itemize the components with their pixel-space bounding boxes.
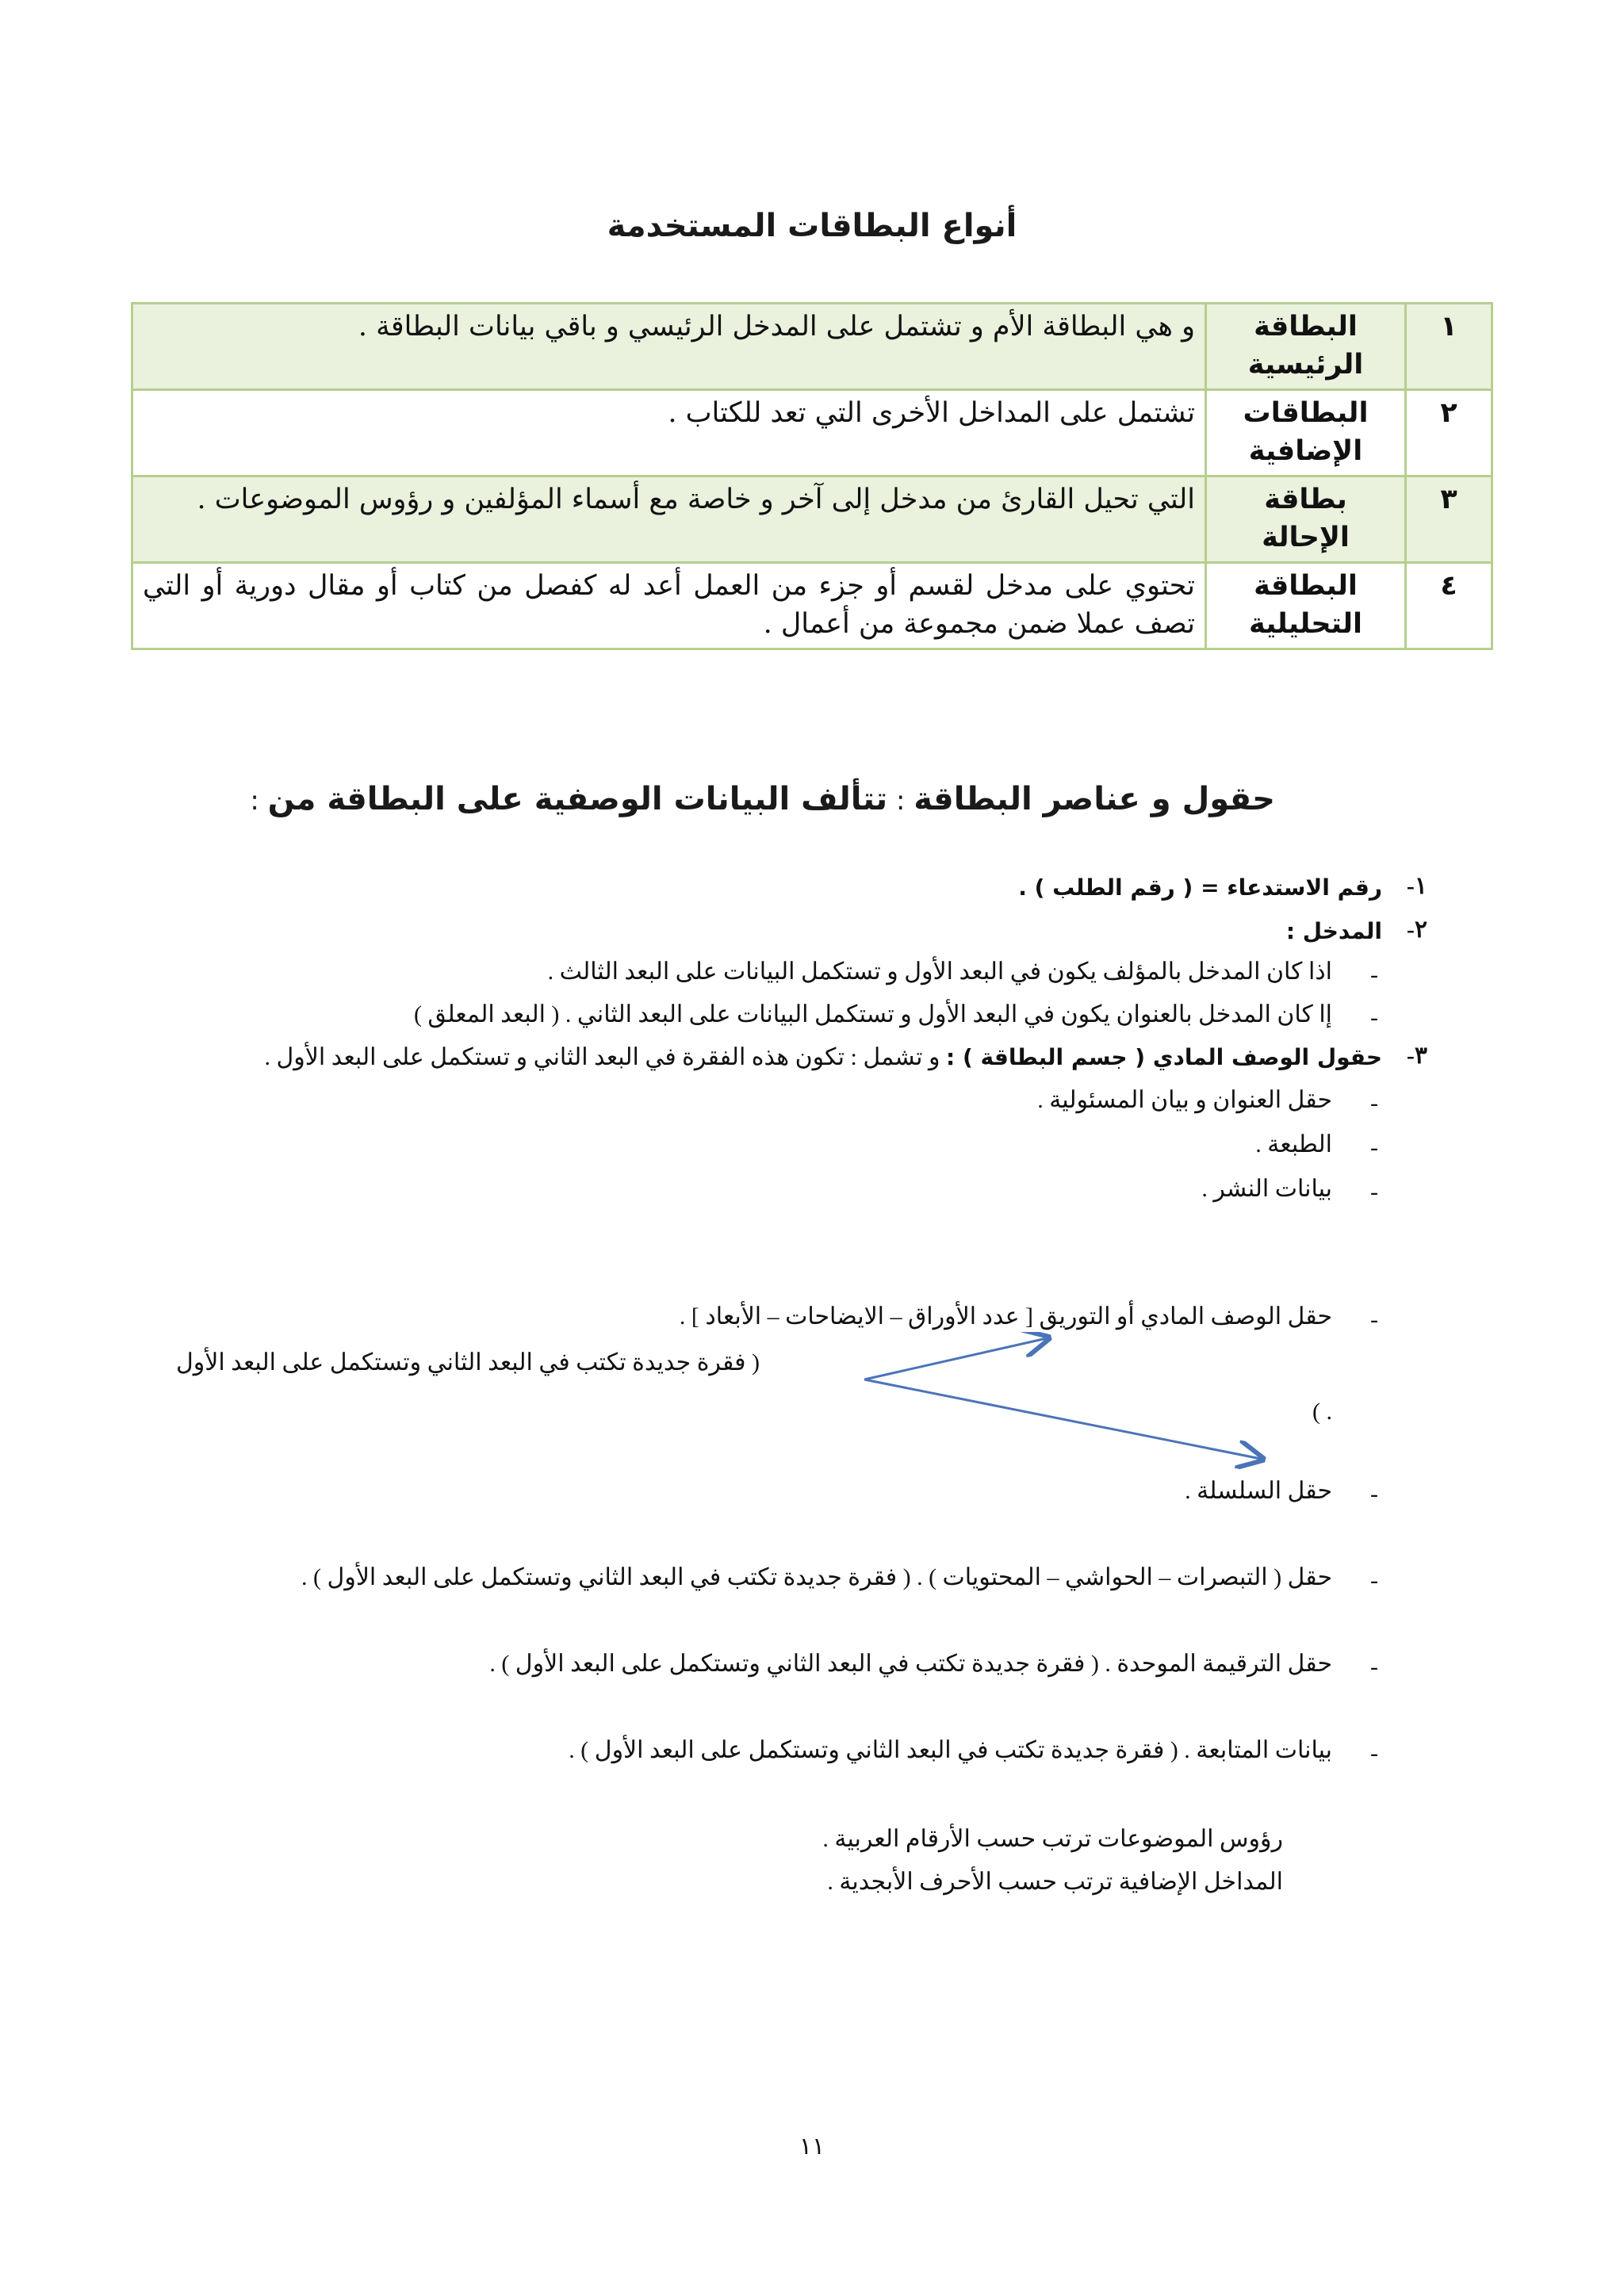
fields-title-end: : — [250, 785, 268, 817]
sub-item-series: حقل السلسلة . — [1185, 1478, 1332, 1504]
row-number: ٤ — [1406, 563, 1492, 649]
list-marker: ٢- — [1406, 916, 1427, 943]
list-item-entry: المدخل : — [1285, 918, 1382, 944]
list-marker: ٣- — [1406, 1043, 1427, 1069]
fields-title-separator: : — [887, 785, 914, 817]
dash-marker: - — [1370, 1307, 1378, 1333]
row-number: ٣ — [1406, 476, 1492, 563]
row-number: ١ — [1406, 304, 1492, 390]
note-new-paragraph-end: . ) — [1312, 1399, 1332, 1425]
row-number: ٢ — [1406, 390, 1492, 476]
section-title-card-fields — [250, 781, 1275, 817]
sub-item-tracing: بيانات المتابعة . ( فقرة جديدة تكتب في البعد الثاني وتستكمل على البعد الأول ) . — [569, 1737, 1332, 1763]
card-type-name: البطاقة الرئيسية — [1206, 304, 1406, 390]
dash-marker: - — [1370, 1481, 1378, 1507]
arrow-lower — [864, 1380, 1261, 1459]
sub-item-edition: الطبعة . — [1255, 1131, 1332, 1158]
table-row — [132, 476, 1492, 563]
arrows-diagram — [856, 1332, 1285, 1475]
card-type-description: التي تحيل القارئ من مدخل إلى آخر و خاصة مع أسماء المؤلفين و رؤوس الموضوعات . — [132, 476, 1206, 563]
sub-item-title-field: حقل العنوان و بيان المسئولية . — [1037, 1087, 1332, 1113]
page-number: ١١ — [799, 2133, 825, 2160]
sub-item-physical-collation: حقل الوصف المادي أو التوريق [ عدد الأوراق – الايضاحات – الأبعاد ] . — [679, 1303, 1332, 1330]
card-type-description: تشتمل على المداخل الأخرى التي تعد للكتاب . — [132, 390, 1206, 476]
card-types-table — [131, 302, 1493, 650]
table-row — [132, 390, 1492, 476]
dash-marker: - — [1370, 1740, 1378, 1766]
dash-marker: - — [1370, 1179, 1378, 1205]
note-new-paragraph: ( فقرة جديدة تكتب في البعد الثاني وتستكمل على البعد الأول — [175, 1349, 760, 1376]
sub-item-publication: بيانات النشر . — [1201, 1176, 1332, 1202]
dash-marker: - — [1370, 1654, 1378, 1680]
card-type-name: البطاقة التحليلية — [1206, 563, 1406, 649]
section-title-card-types: أنواع البطاقات المستخدمة — [607, 208, 1017, 244]
card-type-description: و هي البطاقة الأم و تشتمل على المدخل الرئيسي و باقي بيانات البطاقة . — [132, 304, 1206, 390]
dash-marker: - — [1370, 1004, 1378, 1031]
list-marker: ١- — [1406, 873, 1427, 899]
note-added-entries: المداخل الإضافية ترتب حسب الأحرف الأبجدية . — [827, 1869, 1283, 1895]
table-row — [132, 304, 1492, 390]
note-subject-headings: رؤوس الموضوعات ترتب حسب الأرقام العربية . — [822, 1826, 1283, 1852]
table-row — [132, 563, 1492, 649]
dash-marker: - — [1370, 1135, 1378, 1161]
arrow-upper — [864, 1338, 1047, 1380]
fields-title-part1: حقول و عناصر البطاقة — [914, 781, 1275, 817]
dash-marker: - — [1370, 962, 1378, 988]
physical-description-rest: و تشمل : تكون هذه الفقرة في البعد الثاني و تستكمل على البعد الأول . — [264, 1044, 947, 1070]
physical-description-heading: حقول الوصف المادي ( جسم البطاقة ) : — [946, 1044, 1382, 1070]
list-item-entry-author: اذا كان المدخل بالمؤلف يكون في البعد الأول و تستكمل البيانات على البعد الثالث . — [547, 959, 1332, 985]
sub-item-isbn: حقل الترقيمة الموحدة . ( فقرة جديدة تكتب في البعد الثاني وتستكمل على البعد الأول ) . — [489, 1651, 1332, 1677]
card-type-name: بطاقة الإحالة — [1206, 476, 1406, 563]
list-item-physical-description — [264, 1042, 1382, 1073]
card-type-description: تحتوي على مدخل لقسم أو جزء من العمل أعد له كفصل من كتاب أو مقال دورية أو التي تصف عملا ضمن مجموعة من أعمال . — [132, 563, 1206, 649]
list-item-entry-title: إا كان المدخل بالعنوان يكون في البعد الأول و تستكمل البيانات على البعد الثاني . ( البعد المعلق ) — [413, 1001, 1332, 1027]
list-item-call-number: رقم الاستدعاء = ( رقم الطلب ) . — [1018, 874, 1382, 901]
sub-item-notes: حقل ( التبصرات – الحواشي – المحتويات ) . ( فقرة جديدة تكتب في البعد الثاني وتستكمل على البعد الأول ) . — [301, 1564, 1332, 1590]
dash-marker: - — [1370, 1567, 1378, 1594]
dash-marker: - — [1370, 1090, 1378, 1116]
card-type-name: البطاقات الإضافية — [1206, 390, 1406, 476]
fields-title-part2: تتألف البيانات الوصفية على البطاقة من — [267, 781, 888, 817]
